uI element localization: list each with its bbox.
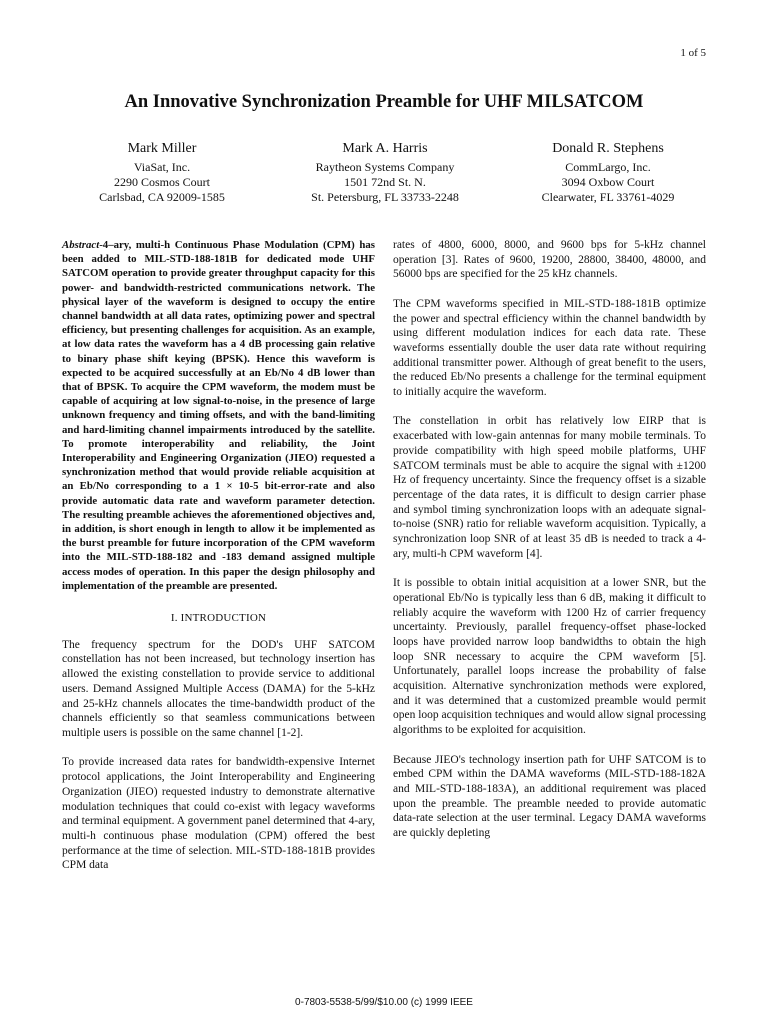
abstract (62, 238, 375, 593)
abstract-text: -4–ary, multi-h Continuous Phase Modulation (CPM) has been added to MIL-STD-188-181B for dedicated mode UHF SATCOM operation to provide greater throughput capacity for this power- and bandwidth-restricted communications network. The physical layer of the waveform is designed to occupy the entire channel bandwidth at all data rates, optimizing power and spectral efficiency, but presenting challenges for acquisition. As an example, at low data rates the waveform has a 4 dB processing gain relative to binary phase shift keying (BPSK). Hence this waveform is expected to be acquired successfully at an Eb/No 4 dB lower than that of BPSK. To acquire the CPM waveform, the modem must be capable of acquiring at low signal-to-noise, in the presence of large unknown frequency and timing offsets, and with the band-limiting and hard-limiting channel impairments introduced by the satellite. To promote interoperability and reliability, the Joint Interoperability and Engineering Organization (JIEO) requested a synchronization method that would provide reliable acquisition at an Eb/No corresponding to a 1 × 10-5 bit-error-rate and also provide automatic data rate and waveform parameter detection. The resulting preamble achieves the aforementioned objectives and, in addition, is short enough in length to allow it be implemented as the burst preamble for future incorporation of the CPM waveform into the MIL-STD-188-182 and -183 demand assigned multiple access modes of operation. In this paper the design philosophy and implementation of the preamble are presented. (62, 239, 375, 592)
author-1 (62, 141, 262, 205)
section-heading-introduction: I. INTRODUCTION (170, 612, 267, 625)
copyright-footer: 0-7803-5538-5/99/$10.00 (c) 1999 IEEE (295, 997, 473, 1008)
abstract-lead: Abstract (62, 239, 100, 251)
author-3 (508, 141, 708, 205)
author-address-line: Clearwater, FL 33761-4029 (541, 190, 675, 204)
author-address-line: 2290 Cosmos Court (113, 175, 210, 189)
paragraph: It is possible to obtain initial acquisition at a lower SNR, but the operational Eb/No is typically less than 6 dB, making it difficult to reliably acquire the waveform with 1200 Hz of carrier frequency uncertainty. Previously, parallel frequency-offset phase-locked loops have provided narrow loop bandwidths to obtain the high loop SNR necessary to acquire the CPM waveform [5]. Unfortunately, parallel loops increase the probability of false acquisition. Alternative synchronization methods were explored, and it was determined that a customized preamble would permit open loop acquisition techniques and would allow signal processing algorithms to be exploited for acquisition. (393, 577, 706, 737)
paragraph: The frequency spectrum for the DOD's UHF SATCOM constellation has not been increased, but technology insertion has allowed the existing constellation to provide service to additional users. Demand Assigned Multiple Access (DAMA) for the 5-kHz and 25-kHz channels allocates the time-bandwidth product of the channels efficiently so that seamless communications between multiple users is possible on the same channel [1-2]. (62, 638, 375, 739)
author-org: CommLargo, Inc. (565, 160, 651, 174)
page-number: 1 of 5 (680, 47, 706, 59)
paragraph: To provide increased data rates for bandwidth-expensive Internet protocol applications, the Joint Interoperability and Engineering Organization (JIEO) requested industry to demonstrate alternative modulation techniques that could co-exist with legacy waveforms and terminal equipment. A government panel determined that 4-ary, multi-h continuous phase modulation (CPM) offered the best performance at the time of selection. MIL-STD-188-181B provides CPM data (62, 756, 375, 872)
paragraph: rates of 4800, 6000, 8000, and 9600 bps for 5-kHz channel operation [3]. Rates of 9600, 19200, 28800, 38400, 48000, and 56000 bps are specified for the 25 kHz channels. (393, 239, 706, 281)
author-name: Mark Miller (127, 141, 197, 156)
paper-title: An Innovative Synchronization Preamble for UHF MILSATCOM (124, 92, 644, 112)
author-name: Mark A. Harris (342, 141, 428, 156)
author-address-line: Carlsbad, CA 92009-1585 (99, 190, 225, 204)
author-name: Donald R. Stephens (552, 141, 664, 156)
author-org: Raytheon Systems Company (315, 160, 455, 174)
author-address-line: St. Petersburg, FL 33733-2248 (311, 190, 459, 204)
paragraph: The CPM waveforms specified in MIL-STD-188-181B optimize the power and spectral efficiency within the channel bandwidth by using different modulation indices for each data rate. These waveforms essentially double the user data rate without requiring additional transmitter power. Although of great benefit to the users, the reduced Eb/No presents a challenge for the terminal equipment to initially acquire the waveform. (393, 297, 706, 399)
paragraph: The constellation in orbit has relatively low EIRP that is exacerbated with low-gain antennas for many mobile terminals. To provide compatibility with high speed mobile platforms, UHF SATCOM terminals must be able to acquire the signal with ±1200 Hz of frequency uncertainty. Since the frequency offset is a sizable percentage of the data rates, it is difficult to design carrier phase and symbol timing synchronization loops with an adequate signal-to-noise (SNR) ratio for reliable waveform acquisition. Typically, a synchronization loop SNR of at least 35 dB is needed to track a 4-ary, multi-h CPM waveform [4]. (393, 415, 706, 560)
author-org: ViaSat, Inc. (133, 160, 191, 174)
author-block (62, 141, 708, 205)
author-2 (285, 141, 485, 205)
left-column (62, 238, 375, 888)
right-column (393, 238, 706, 855)
author-address-line: 1501 72nd St. N. (344, 175, 426, 189)
paragraph: Because JIEO's technology insertion path for UHF SATCOM is to embed CPM within the DAMA waveforms (MIL-STD-188-182A and MIL-STD-188-183A), an additional requirement was placed upon the preamble. The preamble needed to provide automatic data-rate selection at the user terminal. Legacy DAMA waveforms are quickly depleting (393, 753, 706, 840)
author-address-line: 3094 Oxbow Court (561, 175, 655, 189)
